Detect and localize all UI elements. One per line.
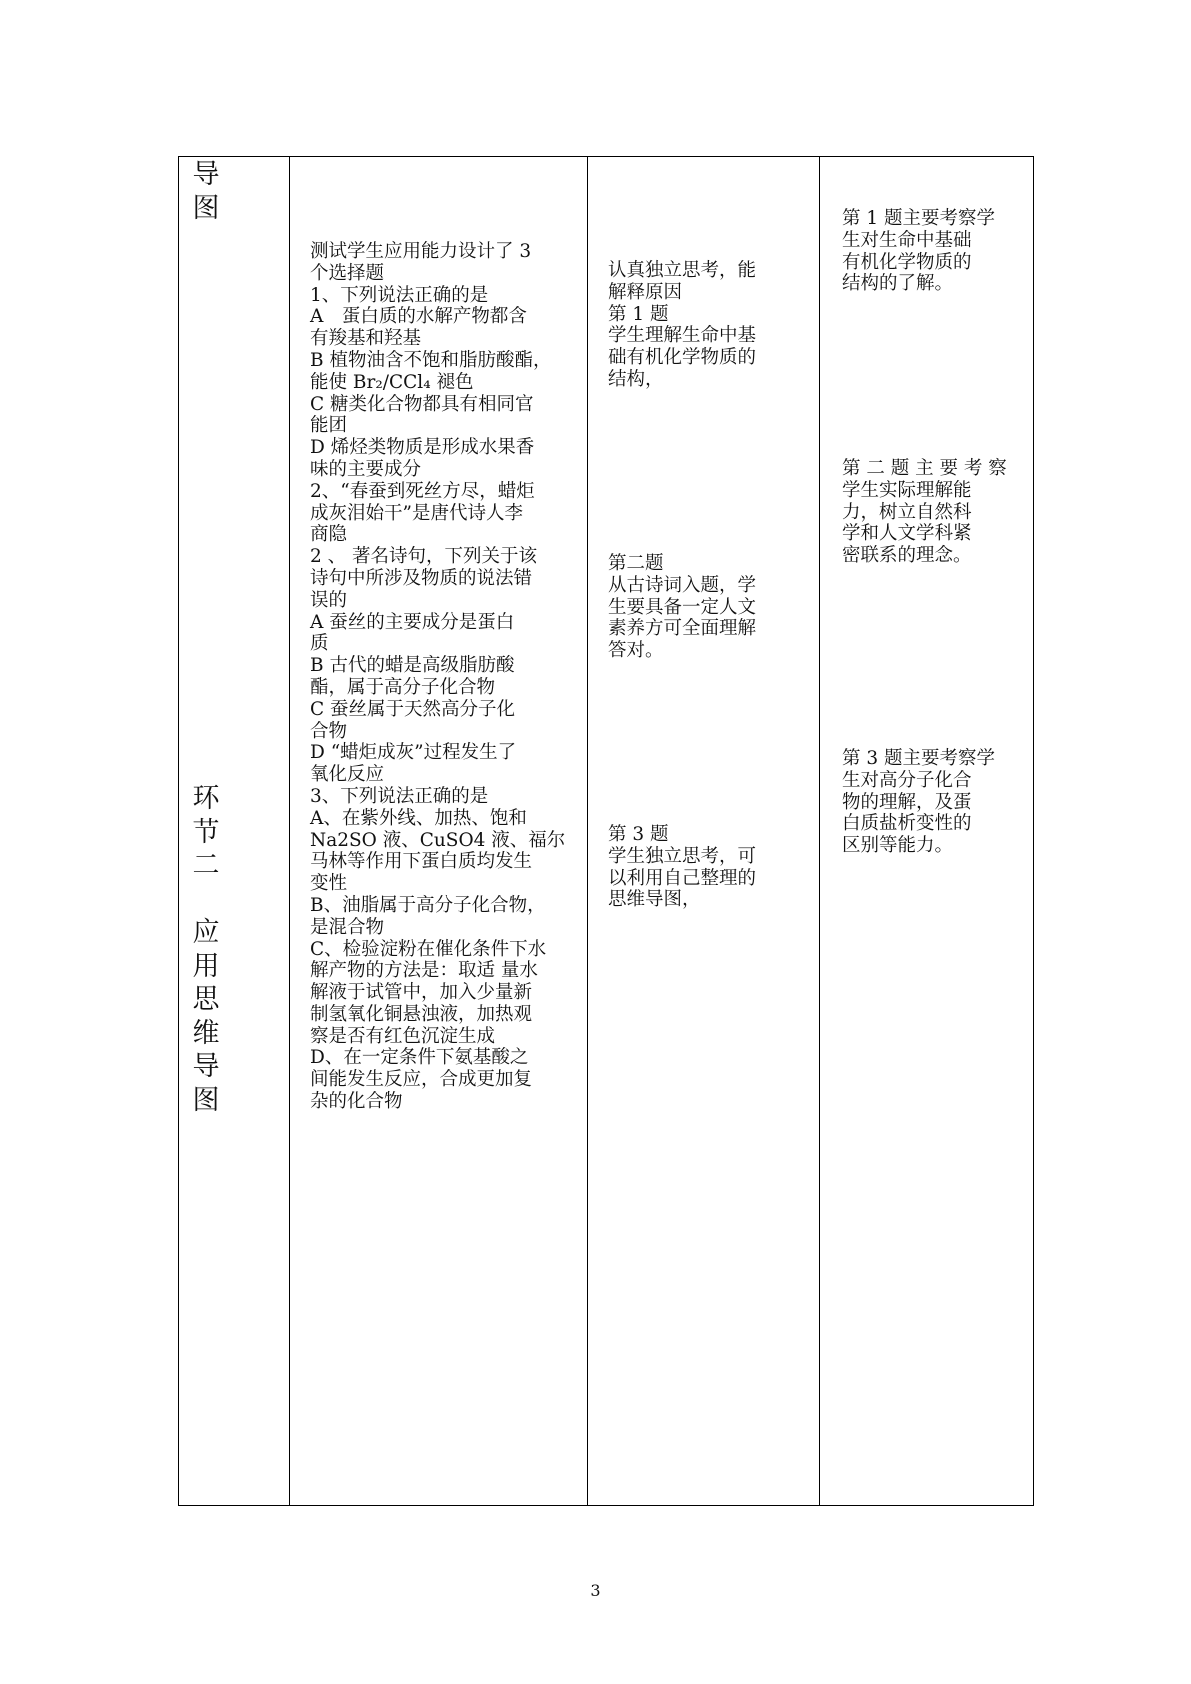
q1-option-c: 能团	[310, 415, 348, 437]
student-q2-line: 素养方可全面理解	[608, 618, 757, 640]
intent-q2-line: 学和人文学科紧	[842, 523, 972, 545]
q1-option-a: 有羧基和羟基	[310, 328, 422, 350]
q3-option-a: A、在紫外线、加热、饱和	[310, 807, 527, 829]
column-divider-3	[819, 156, 820, 1506]
page-number: 3	[590, 1581, 601, 1600]
student-q1-line: 础有机化学物质的	[608, 347, 757, 369]
q3-option-d: 杂的化合物	[310, 1091, 403, 1113]
intent-q3-line: 白质盐析变性的	[842, 813, 972, 835]
q2-option-b: B 古代的蜡是高级脂肪酸	[310, 655, 515, 677]
question-3-stem: 3、下列说法正确的是	[310, 785, 489, 807]
q1-option-c: C 糖类化合物都具有相同官	[310, 393, 534, 415]
intro-line: 测试学生应用能力设计了 3	[310, 241, 532, 262]
intent-q2-line: 第 二 题 主 要 考 察	[842, 458, 1007, 479]
design-intent-q2	[842, 458, 1030, 567]
q1-option-b: B 植物油含不饱和脂肪酸酯，	[310, 349, 552, 371]
intent-q1-line: 第 1 题主要考察学	[842, 208, 996, 229]
section-label-main: 环 节 二 应 用 思 维 导 图	[192, 783, 220, 1116]
intent-q1-line: 有机化学物质的	[842, 251, 972, 273]
q1-option-d: 味的主要成分	[310, 458, 422, 480]
student-q2-line: 答对。	[608, 640, 664, 662]
column-divider-1	[289, 156, 290, 1506]
question-2-stem: 成灰泪始干”是唐代诗人李	[310, 502, 523, 524]
q2-option-b: 酯，属于高分子化合物	[310, 676, 496, 698]
student-q2-line: 从古诗词入题，学	[608, 574, 757, 596]
q1-option-d: D 烯烃类物质是形成水果香	[310, 437, 535, 459]
q3-option-a: 变性	[310, 873, 348, 895]
q2-option-a: A 蚕丝的主要成分是蛋白	[310, 611, 515, 633]
intent-q1-line: 生对生命中基础	[842, 229, 972, 251]
q3-option-c: 察是否有红色沉淀生成	[310, 1025, 496, 1047]
question-2-stem: 商隐	[310, 524, 348, 546]
q2-option-d: 氧化反应	[310, 764, 385, 786]
student-q1-line: 第 1 题	[608, 303, 669, 325]
intent-q2-line: 密联系的理念。	[842, 545, 972, 567]
intent-q1-line: 结构的了解。	[842, 273, 954, 295]
student-activity-q1	[608, 260, 813, 391]
q3-option-c: 解液于试管中，加入少量新	[310, 982, 533, 1004]
q3-option-c: 制氢氧化铜悬浊液，加热观	[310, 1003, 533, 1025]
student-intro-line: 解释原因	[608, 281, 683, 303]
q3-option-b: B、油脂属于高分子化合物，	[310, 894, 546, 916]
intent-q2-line: 学生实际理解能	[842, 479, 972, 501]
student-q3-line: 思维导图，	[608, 889, 701, 911]
q3-option-c: C、检验淀粉在催化条件下水	[310, 938, 547, 960]
student-activity-q2	[608, 553, 813, 662]
question-2-stem: 2 、 著名诗句，下列关于该	[310, 546, 538, 568]
section-label-top: 导 图	[192, 159, 220, 224]
question-2-stem: 诗句中所涉及物质的说法错	[310, 567, 533, 589]
q2-option-d: D “蜡炬成灰”过程发生了	[310, 742, 517, 764]
teacher-activity-column	[310, 241, 582, 1113]
question-2-stem: 误的	[310, 589, 348, 611]
intent-q3-line: 区别等能力。	[842, 835, 954, 857]
intro-line: 个选择题	[310, 262, 385, 284]
intent-q3-line: 第 3 题主要考察学	[842, 748, 996, 769]
student-q2-line: 第二题	[608, 553, 664, 574]
student-q1-line: 结构，	[608, 368, 664, 390]
intent-q3-line: 物的理解，及蛋	[842, 791, 972, 813]
student-q1-line: 学生理解生命中基	[608, 325, 757, 347]
q3-option-d: 间能发生反应，合成更加复	[310, 1069, 533, 1091]
q1-option-b: 能使 Br₂/CCl₄ 褪色	[310, 371, 474, 393]
q2-option-a: 质	[310, 633, 329, 655]
intent-q3-line: 生对高分子化合	[842, 769, 972, 791]
design-intent-q1	[842, 208, 1030, 295]
student-activity-q3	[608, 824, 813, 911]
student-q3-line: 第 3 题	[608, 824, 669, 845]
q2-option-c: 合物	[310, 720, 348, 742]
q3-option-c: 解产物的方法是：取适 量水	[310, 960, 538, 982]
student-q3-line: 以利用自己整理的	[608, 867, 757, 889]
column-divider-2	[587, 156, 588, 1506]
student-q3-line: 学生独立思考，可	[608, 845, 757, 867]
q1-option-a: A 蛋白质的水解产物都含	[310, 306, 527, 328]
q3-option-a: Na2SO 液、CuSO4 液、福尔	[310, 829, 566, 851]
question-1-stem: 1、下列说法正确的是	[310, 284, 489, 306]
student-intro-line: 认真独立思考，能	[608, 260, 757, 281]
design-intent-q3	[842, 748, 1030, 857]
intent-q2-line: 力，树立自然科	[842, 501, 972, 523]
q2-option-c: C 蚕丝属于天然高分子化	[310, 698, 516, 720]
q3-option-d: D、在一定条件下氨基酸之	[310, 1047, 529, 1069]
q3-option-b: 是混合物	[310, 916, 385, 938]
question-2-stem: 2、“春蚕到死丝方尽，蜡炬	[310, 480, 535, 502]
student-q2-line: 生要具备一定人文	[608, 596, 757, 618]
q3-option-a: 马林等作用下蛋白质均发生	[310, 851, 533, 873]
